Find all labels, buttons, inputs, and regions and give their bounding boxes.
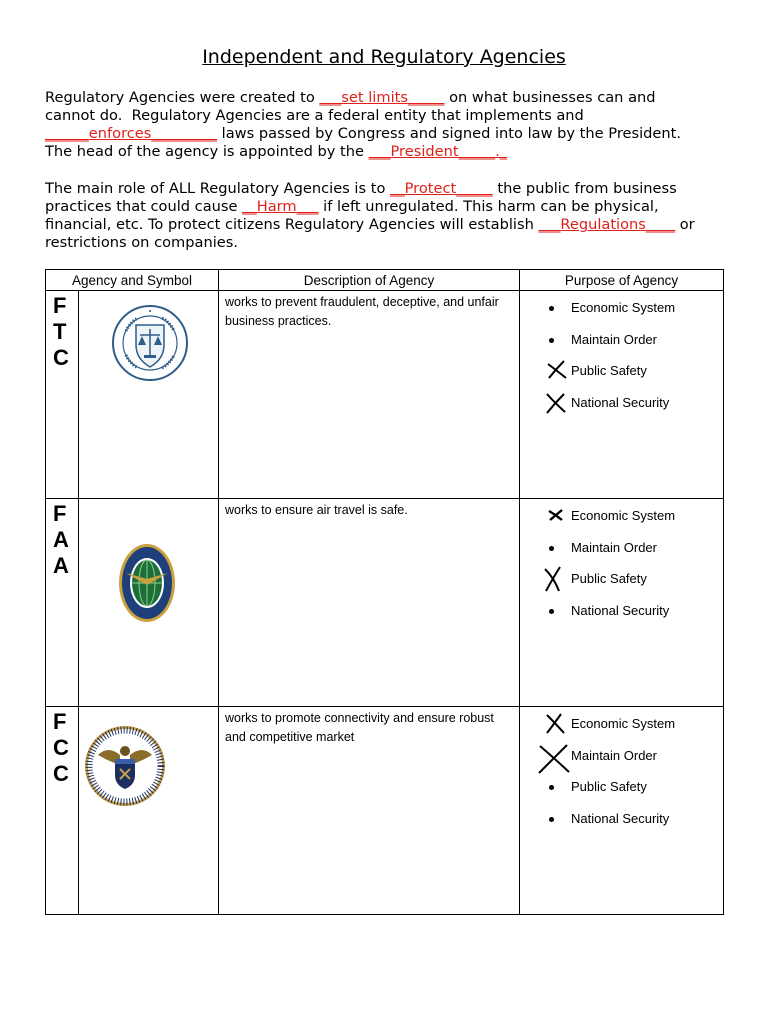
x-mark-icon	[536, 742, 572, 776]
agency-abbreviation: F T C	[46, 291, 79, 499]
agency-table	[45, 269, 724, 915]
bullet-icon	[549, 546, 554, 551]
text: if left unregulated. This harm can be physical,	[318, 198, 659, 215]
bullet-icon	[549, 609, 554, 614]
text: Regulatory Agencies were created to	[45, 89, 320, 106]
bullet-icon	[549, 817, 554, 822]
purpose-public-safety: Public Safety	[571, 363, 647, 378]
agency-description: works to promote connectivity and ensure robust and competitive market	[219, 707, 520, 915]
purpose-national-security: National Security	[571, 811, 670, 826]
purpose-economic-system: Economic System	[571, 508, 676, 523]
text: financial, etc. To protect citizens Regulatory Agencies will establish	[45, 216, 539, 233]
agency-description: works to prevent fraudulent, deceptive, and unfair business practices.	[219, 291, 520, 499]
agency-abbreviation: F A A	[46, 499, 79, 707]
agency-seal-cell	[79, 291, 219, 499]
text: laws passed by Congress and signed into law by the President.	[217, 125, 681, 142]
agency-seal-cell	[79, 707, 219, 915]
text: or	[675, 216, 695, 233]
purpose-public-safety: Public Safety	[571, 571, 647, 586]
purpose-maintain-order: Maintain Order	[571, 540, 657, 555]
bullet-icon	[549, 306, 554, 311]
header-agency-symbol: Agency and Symbol	[46, 270, 219, 291]
answer-enforces: ______enforces_________	[45, 125, 218, 142]
text: The main role of ALL Regulatory Agencies is to	[45, 180, 391, 197]
answer-protect: __Protect_____	[390, 180, 493, 197]
agency-description: works to ensure air travel is safe.	[219, 499, 520, 707]
answer-harm: __Harm___	[242, 198, 319, 215]
text: cannot do. Regulatory Agencies are a federal entity that implements and	[45, 107, 584, 124]
purpose-economic-system: Economic System	[571, 300, 676, 315]
purpose-national-security: National Security	[571, 603, 670, 618]
x-mark-icon	[547, 507, 565, 523]
answer-president: ___President_____._	[368, 143, 508, 160]
purpose-maintain-order: Maintain Order	[571, 748, 657, 763]
agency-purpose-list	[520, 707, 724, 915]
text: practices that could cause	[45, 198, 243, 215]
faa-seal-icon	[118, 543, 176, 623]
text: on what businesses can and	[444, 89, 656, 106]
agency-purpose-list	[520, 291, 724, 499]
fcc-seal-icon	[84, 725, 166, 807]
table-row-fcc	[46, 707, 724, 915]
intro-paragraph	[45, 89, 735, 161]
agency-seal-cell	[79, 499, 219, 707]
x-mark-icon	[541, 564, 565, 594]
text: the public from business	[492, 180, 677, 197]
answer-set-limits: ___set limits_____	[319, 89, 445, 106]
table-row-faa	[46, 499, 724, 707]
header-purpose: Purpose of Agency	[520, 270, 724, 291]
x-mark-icon	[543, 391, 569, 415]
answer-regulations: ___Regulations____	[538, 216, 676, 233]
table-header-row	[46, 270, 724, 291]
bullet-icon	[549, 338, 554, 343]
header-description: Description of Agency	[219, 270, 520, 291]
purpose-economic-system: Economic System	[571, 716, 676, 731]
table-row-ftc	[46, 291, 724, 499]
agency-abbreviation: F C C	[46, 707, 79, 915]
bullet-icon	[549, 785, 554, 790]
purpose-public-safety: Public Safety	[571, 779, 647, 794]
text: The head of the agency is appointed by the	[45, 143, 369, 160]
ftc-seal-icon	[112, 305, 188, 381]
x-mark-icon	[542, 711, 568, 737]
text: restrictions on companies.	[45, 234, 238, 251]
x-mark-icon	[545, 359, 569, 381]
agency-purpose-list	[520, 499, 724, 707]
purpose-maintain-order: Maintain Order	[571, 332, 657, 347]
page-title: Independent and Regulatory Agencies	[202, 46, 566, 68]
purpose-national-security: National Security	[571, 395, 670, 410]
role-paragraph	[45, 180, 735, 252]
